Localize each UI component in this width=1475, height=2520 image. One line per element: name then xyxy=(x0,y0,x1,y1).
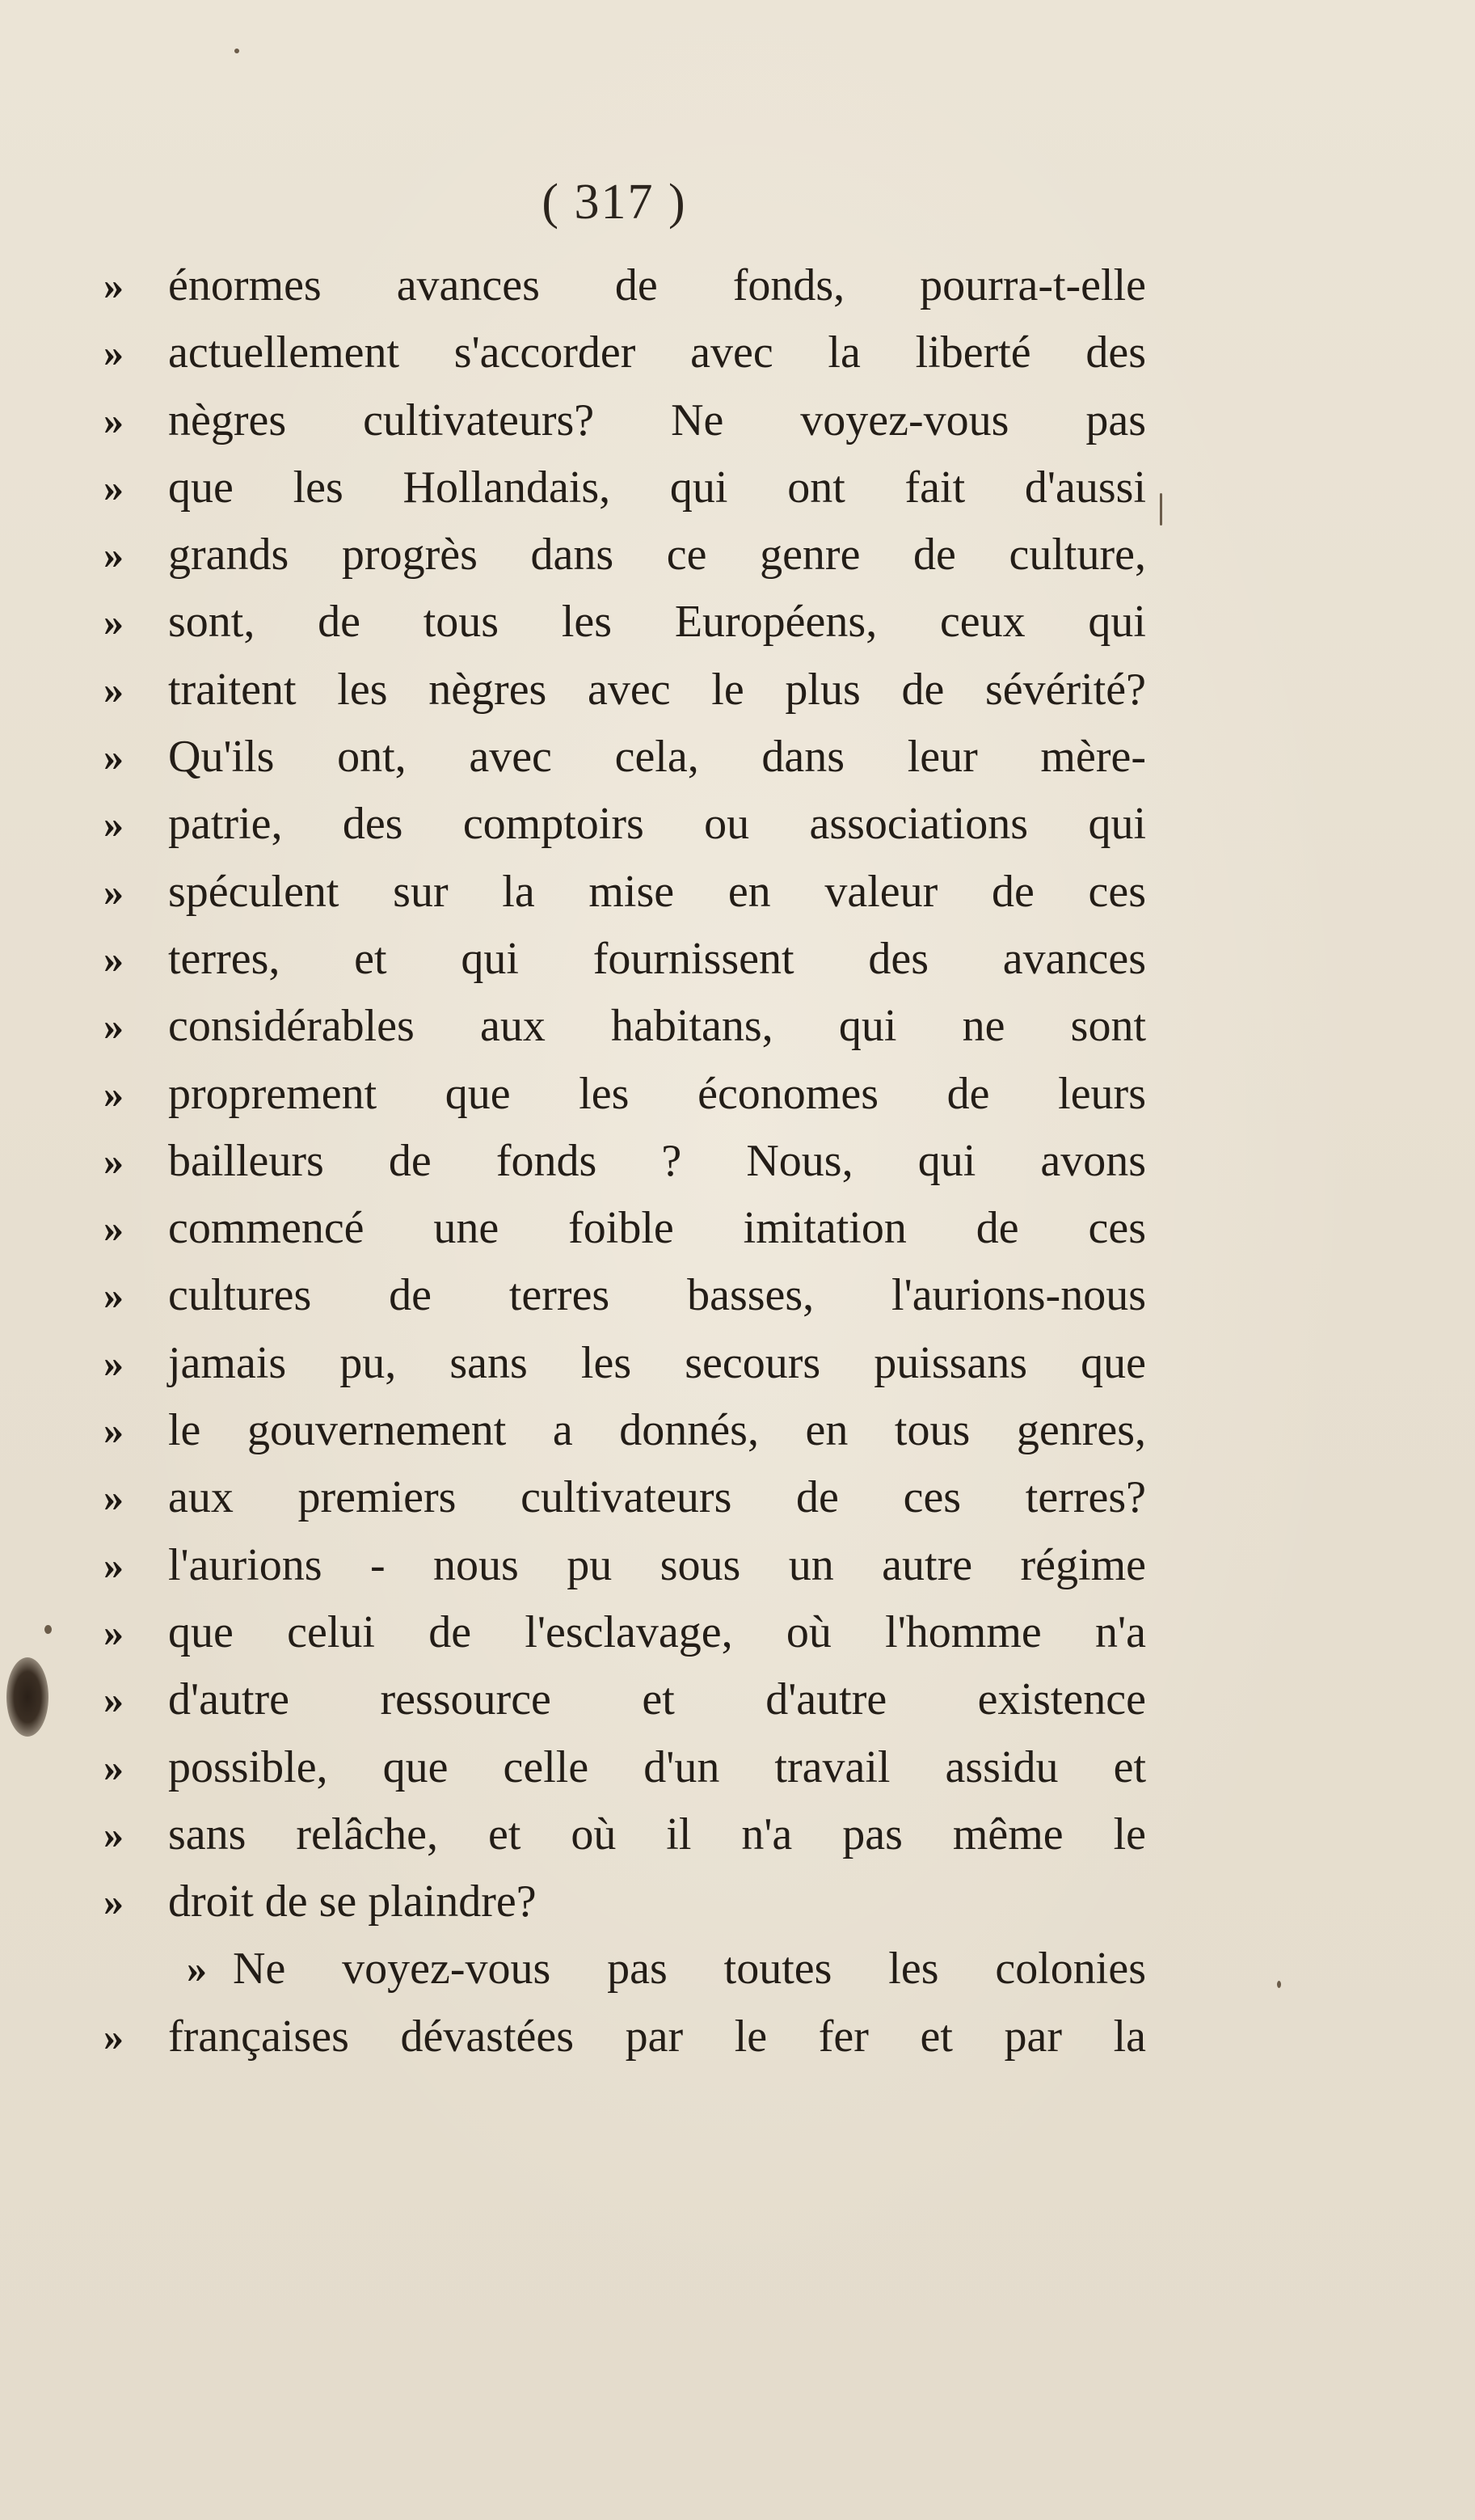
quote-mark: » xyxy=(103,599,124,645)
text-line xyxy=(103,1599,1146,1666)
text-line xyxy=(103,2003,1146,2070)
quote-mark: » xyxy=(103,1003,124,1049)
quote-mark: » xyxy=(103,935,124,981)
text-line xyxy=(103,791,1146,858)
quote-mark: » xyxy=(103,1273,124,1319)
text-line xyxy=(103,993,1146,1060)
text-line xyxy=(103,589,1146,656)
text-line xyxy=(103,319,1146,386)
text-line xyxy=(103,252,1146,319)
line-text: commencé une foible imitation de ces xyxy=(168,1203,1146,1254)
line-text: énormes avances de fonds, pourra-t-elle xyxy=(168,260,1146,310)
line-text: possible, que celle d'un travail assidu et xyxy=(168,1741,1146,1792)
quote-mark: » xyxy=(103,1542,124,1588)
line-text: que les Hollandais, qui ont fait d'aussi xyxy=(168,462,1146,513)
line-text: sont, de tous les Européens, ceux qui xyxy=(168,597,1146,648)
body-text xyxy=(103,252,1146,2070)
line-text: Ne voyez-vous pas toutes les colonies xyxy=(233,1944,1146,1994)
quote-mark: » xyxy=(103,1205,124,1252)
quote-mark: » xyxy=(187,1946,207,1992)
quote-mark: » xyxy=(103,263,124,308)
text-line xyxy=(103,1464,1146,1531)
line-text: Qu'ils ont, avec cela, dans leur mère- xyxy=(168,732,1146,783)
quote-mark: » xyxy=(103,464,124,510)
line-text: patrie, des comptoirs ou associations qui xyxy=(168,799,1146,850)
line-text: cultures de terres basses, l'aurions-nous xyxy=(168,1270,1146,1321)
line-text: actuellement s'accorder avec la liberté des xyxy=(168,327,1146,378)
text-line xyxy=(103,1734,1146,1801)
text-line xyxy=(103,1666,1146,1733)
quote-mark: » xyxy=(103,2013,124,2059)
text-line xyxy=(103,1935,1146,2003)
text-line xyxy=(103,387,1146,454)
quote-mark: » xyxy=(103,1609,124,1655)
line-text: bailleurs de fonds ? Nous, qui avons xyxy=(168,1135,1146,1186)
quote-mark: » xyxy=(103,1070,124,1116)
text-line xyxy=(103,859,1146,926)
text-line xyxy=(103,1128,1146,1195)
line-text: nègres cultivateurs? Ne voyez-vous pas xyxy=(168,395,1146,445)
text-line xyxy=(103,1195,1146,1262)
line-text: que celui de l'esclavage, où l'homme n'a xyxy=(168,1606,1146,1657)
line-text: grands progrès dans ce genre de culture, xyxy=(168,530,1146,580)
quote-mark: » xyxy=(103,1811,124,1857)
line-text: l'aurions - nous pu sous un autre régime xyxy=(168,1539,1146,1590)
line-text: spéculent sur la mise en valeur de ces xyxy=(168,866,1146,917)
text-line xyxy=(103,1061,1146,1128)
quote-mark: » xyxy=(103,1138,124,1184)
line-text: jamais pu, sans les secours puissans que xyxy=(168,1337,1146,1388)
line-text: françaises dévastées par le fer et par la xyxy=(168,2011,1146,2062)
line-text: d'autre ressource et d'autre existence xyxy=(168,1674,1146,1725)
line-text: aux premiers cultivateurs de ces terres? xyxy=(168,1472,1146,1523)
line-text: terres, et qui fournissent des avances xyxy=(168,933,1146,984)
quote-mark: » xyxy=(103,1475,124,1521)
quote-mark: » xyxy=(103,1340,124,1386)
text-line xyxy=(103,926,1146,993)
quote-mark: » xyxy=(103,734,124,780)
quote-mark: » xyxy=(103,1879,124,1925)
quote-mark: » xyxy=(103,801,124,847)
text-line xyxy=(103,1532,1146,1599)
paper-speck xyxy=(1277,1981,1281,1988)
line-text: considérables aux habitans, qui ne sont xyxy=(168,1001,1146,1052)
paper-speck xyxy=(1160,493,1162,526)
quote-mark: » xyxy=(103,868,124,914)
quote-mark: » xyxy=(103,532,124,578)
text-line xyxy=(103,656,1146,724)
line-text: sans relâche, et où il n'a pas même le xyxy=(168,1809,1146,1859)
paper-speck xyxy=(234,49,239,53)
quote-mark: » xyxy=(103,1677,124,1723)
text-line xyxy=(103,1330,1146,1397)
ink-stain xyxy=(6,1657,48,1737)
quote-mark: » xyxy=(103,1744,124,1790)
quote-mark: » xyxy=(103,330,124,376)
text-line xyxy=(103,724,1146,791)
line-text: droit de se plaindre? xyxy=(168,1876,537,1927)
quote-mark: » xyxy=(103,397,124,443)
text-line xyxy=(103,521,1146,589)
page-number: ( 317 ) xyxy=(542,175,687,230)
line-text: le gouvernement a donnés, en tous genres, xyxy=(168,1405,1146,1456)
line-text: proprement que les économes de leurs xyxy=(168,1068,1146,1119)
text-line xyxy=(103,1262,1146,1329)
quote-mark: » xyxy=(103,666,124,712)
text-line xyxy=(103,1397,1146,1464)
paper-speck xyxy=(44,1625,52,1634)
text-line xyxy=(103,1801,1146,1868)
text-line xyxy=(103,1868,1146,1935)
quote-mark: » xyxy=(103,1408,124,1454)
line-text: traitent les nègres avec le plus de sévérité? xyxy=(168,664,1146,715)
text-line xyxy=(103,454,1146,521)
